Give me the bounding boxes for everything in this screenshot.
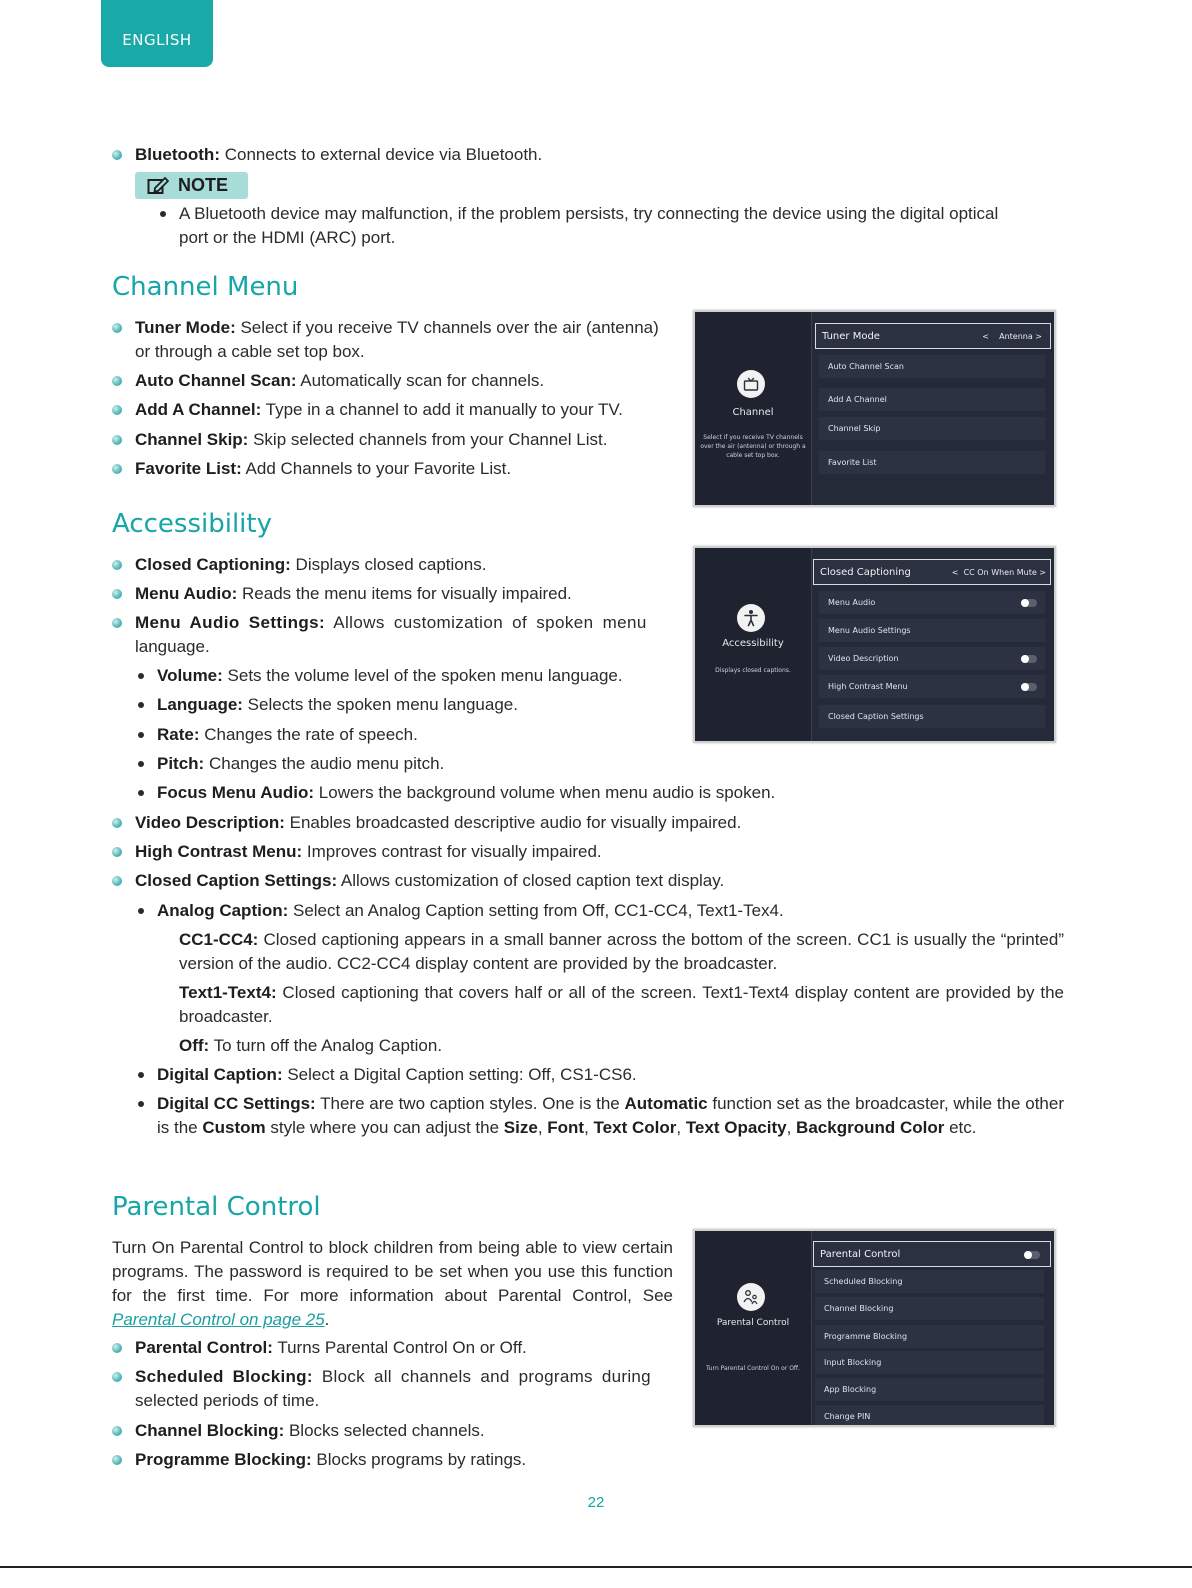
favorite-list-item — [135, 457, 511, 481]
volume-item — [157, 664, 623, 688]
dcc-b6: Text Opacity — [685, 1118, 787, 1137]
tv-icon — [737, 370, 765, 398]
channel-screen-title: Channel — [732, 407, 774, 418]
add-channel-item — [135, 398, 623, 422]
mas-text: Allows customization of spoken menu — [325, 613, 647, 632]
t14-text: Closed captioning that covers half or all of the screen. Text1-Text4 display content are provided by the broadcaster. — [179, 983, 1064, 1026]
video-description-toggle[interactable] — [1021, 655, 1037, 663]
skip-term: Channel Skip: — [135, 430, 249, 449]
channel-screen-desc: Select if you receive TV channels over the air (antenna) or through a cable set top box. — [700, 434, 806, 459]
channel-menu-heading: Channel Menu — [112, 272, 299, 302]
cc14-text: Closed captioning appears in a small banner across the bottom of the screen. CC1 is usually the “printed” version of the audio. CC2-CC4 display content are provided by the broadcaster. — [179, 930, 1064, 973]
cb-text: Blocks selected channels. — [284, 1421, 485, 1440]
parental-screen-sidebar — [695, 1231, 811, 1425]
row-label: Favorite List — [828, 458, 877, 467]
lang-text: Selects the spoken menu language. — [242, 695, 518, 714]
accessibility-screenshot — [693, 546, 1056, 743]
channel-skip-row[interactable] — [819, 417, 1045, 440]
closed-caption-settings-row[interactable] — [819, 705, 1045, 728]
analog-text: Select an Analog Caption setting from Off, CC1-CC4, Text1-Tex4. — [288, 901, 784, 920]
closed-caption-settings-item — [135, 869, 724, 893]
digital-cc-settings-item — [157, 1092, 1064, 1140]
menu-audio-row[interactable] — [819, 591, 1045, 614]
row-label: Change PIN — [824, 1412, 871, 1421]
row-label: High Contrast Menu — [828, 682, 908, 691]
vol-text: Sets the volume level of the spoken menu language. — [222, 666, 623, 685]
add-channel-row[interactable] — [819, 388, 1045, 411]
menu-audio-settings-row[interactable] — [819, 619, 1045, 642]
scan-text: Automatically scan for channels. — [296, 371, 545, 390]
analog-caption-item — [157, 899, 784, 923]
dcc-b3: Size — [503, 1118, 538, 1137]
tuner-mode-value[interactable]: < Antenna > — [982, 331, 1042, 341]
bottom-rule — [0, 1566, 1192, 1568]
ma-term: Menu Audio: — [135, 584, 238, 603]
parental-control-row[interactable] — [813, 1241, 1051, 1267]
cc-text: Displays closed captions. — [290, 555, 487, 574]
channel-menu-screenshot — [693, 310, 1056, 507]
language-tab-label: ENGLISH — [122, 30, 192, 49]
note-text-1: A Bluetooth device may malfunction, if the problem persists, try connecting the device using the digital optical — [179, 204, 999, 223]
bluetooth-term: Bluetooth: — [135, 145, 220, 164]
vd-text: Enables broadcasted descriptive audio for visually impaired. — [284, 813, 742, 832]
menu-audio-item — [135, 582, 572, 606]
tuner-term: Tuner Mode: — [135, 318, 236, 337]
parental-control-heading: Parental Control — [112, 1192, 321, 1222]
high-contrast-toggle[interactable] — [1021, 683, 1037, 691]
parental-control-toggle[interactable] — [1024, 1251, 1040, 1259]
tuner-mode-item — [135, 316, 659, 340]
dcc-b4: Font — [547, 1118, 585, 1137]
cb-term: Channel Blocking: — [135, 1421, 285, 1440]
bullet-dot — [138, 1101, 144, 1107]
change-pin-row[interactable] — [815, 1405, 1044, 1427]
closed-captioning-item — [135, 553, 486, 577]
parental-control-label: Parental Control — [820, 1248, 901, 1260]
ccs-term: Closed Caption Settings: — [135, 871, 338, 890]
dcc-b2: Custom — [202, 1118, 266, 1137]
pc-text: Turns Parental Control On or Off. — [272, 1338, 527, 1357]
note-text-2: port or the HDMI (ARC) port. — [179, 228, 396, 247]
tuner-text: Select if you receive TV channels over the air (antenna) — [235, 318, 659, 337]
parental-control-item — [135, 1336, 527, 1360]
tuner-mode-row[interactable] — [815, 323, 1051, 349]
analog-term: Analog Caption: — [157, 901, 289, 920]
scan-term: Auto Channel Scan: — [135, 371, 297, 390]
tuner-mode-label: Tuner Mode — [822, 330, 880, 342]
page-number: 22 — [587, 1494, 605, 1511]
mas-term: Menu Audio Settings: — [135, 613, 326, 632]
parental-icon — [737, 1283, 765, 1311]
menu-audio-toggle[interactable] — [1021, 599, 1037, 607]
off-term: Off: — [179, 1036, 210, 1055]
lang-term: Language: — [157, 695, 243, 714]
dcc-c4: , — [786, 1118, 797, 1137]
dcc-b1: Automatic — [624, 1094, 708, 1113]
tuner-mode-value-text: Antenna — [999, 331, 1033, 341]
language-tab — [101, 0, 213, 67]
row-label: App Blocking — [824, 1385, 877, 1394]
channel-blocking-item — [135, 1419, 485, 1443]
pc-term: Parental Control: — [135, 1338, 273, 1357]
row-label: Menu Audio — [828, 598, 876, 607]
dcc-c3: , — [676, 1118, 686, 1137]
menu-audio-settings-item — [135, 611, 647, 635]
scheduled-blocking-row[interactable] — [815, 1270, 1044, 1293]
row-label: Auto Channel Scan — [828, 362, 904, 371]
menu-audio-settings-cont: language. — [135, 637, 210, 656]
auto-channel-scan-item — [135, 369, 544, 393]
cc-term: Closed Captioning: — [135, 555, 291, 574]
pb-text: Blocks programs by ratings. — [311, 1450, 527, 1469]
dcc-b5: Text Color — [593, 1118, 677, 1137]
note-edit-icon — [147, 177, 169, 195]
row-label: Programme Blocking — [824, 1332, 908, 1341]
accessibility-icon — [737, 604, 765, 632]
t14-term: Text1-Text4: — [179, 983, 277, 1002]
closed-captioning-row[interactable] — [813, 559, 1051, 585]
hc-term: High Contrast Menu: — [135, 842, 303, 861]
note-line-2 — [179, 226, 395, 250]
video-description-row[interactable] — [819, 647, 1045, 670]
dcc-t3: style where you can adjust the — [265, 1118, 504, 1137]
sb-text: Block all channels and programs during — [312, 1367, 651, 1386]
fav-term: Favorite List: — [135, 459, 242, 478]
pitch-item — [157, 752, 444, 776]
input-blocking-row[interactable] — [815, 1351, 1044, 1374]
dcc-t1: There are two caption styles. One is the — [315, 1094, 625, 1113]
row-label: Menu Audio Settings — [828, 626, 911, 635]
vd-term: Video Description: — [135, 813, 285, 832]
closed-captioning-label: Closed Captioning — [820, 566, 911, 578]
dcc-c1: , — [537, 1118, 548, 1137]
note-label: NOTE — [178, 175, 229, 195]
intro-text: Turn On Parental Control to block children from being able to view certain programs. The password is required to be set when you use this function for the first time. For more information about Parental Control, See — [112, 1238, 673, 1305]
closed-captioning-value-text: CC On When Mute — [963, 567, 1037, 577]
pitch-text: Changes the audio menu pitch. — [204, 754, 445, 773]
add-text: Type in a channel to add it manually to your TV. — [261, 400, 623, 419]
dcc-t2: function set as the broadcaster, while the other is the — [157, 1094, 1064, 1137]
cc14-term: CC1-CC4: — [179, 930, 259, 949]
video-description-item — [135, 811, 741, 835]
dcc-b7: Background Color — [796, 1118, 945, 1137]
language-item — [157, 693, 518, 717]
intro-end: . — [324, 1310, 330, 1329]
channel-blocking-row[interactable] — [815, 1297, 1044, 1320]
channel-skip-item — [135, 428, 607, 452]
parental-control-link[interactable]: Parental Control on page 25 — [112, 1310, 325, 1329]
hc-text: Improves contrast for visually impaired. — [302, 842, 602, 861]
add-term: Add A Channel: — [135, 400, 262, 419]
scheduled-blocking-cont: selected periods of time. — [135, 1391, 320, 1410]
rate-term: Rate: — [157, 725, 200, 744]
dcc-c2: , — [584, 1118, 594, 1137]
note-badge — [135, 172, 248, 199]
app-blocking-row[interactable] — [815, 1378, 1044, 1401]
closed-captioning-value[interactable]: < CC On When Mute > — [951, 567, 1046, 577]
high-contrast-menu-row[interactable] — [819, 675, 1045, 698]
skip-text: Skip selected channels from your Channel List. — [248, 430, 608, 449]
pb-term: Programme Blocking: — [135, 1450, 312, 1469]
row-label: Channel Skip — [828, 424, 881, 433]
vol-term: Volume: — [157, 666, 223, 685]
accessibility-heading: Accessibility — [112, 509, 272, 539]
parental-screen-desc: Turn Parental Control On or Off. — [706, 1365, 800, 1372]
text1-text4-paragraph — [179, 981, 1064, 1029]
auto-channel-scan-row[interactable] — [819, 355, 1045, 378]
fav-text: Add Channels to your Favorite List. — [241, 459, 512, 478]
row-label: Add A Channel — [828, 395, 887, 404]
off-text: To turn off the Analog Caption. — [209, 1036, 443, 1055]
focus-text: Lowers the background volume when menu audio is spoken. — [314, 783, 776, 802]
row-label: Channel Blocking — [824, 1304, 894, 1313]
bluetooth-text: Connects to external device via Bluetooth. — [219, 145, 543, 164]
sb-term: Scheduled Blocking: — [135, 1367, 313, 1386]
row-label: Input Blocking — [824, 1358, 882, 1367]
off-paragraph — [179, 1034, 442, 1058]
rate-text: Changes the rate of speech. — [199, 725, 418, 744]
dcc-term: Digital CC Settings: — [157, 1094, 316, 1113]
focus-menu-audio-item — [157, 781, 775, 805]
row-label: Closed Caption Settings — [828, 712, 924, 721]
parental-control-screenshot — [693, 1229, 1056, 1427]
scheduled-blocking-item — [135, 1365, 651, 1389]
ccs-text: Allows customization of closed caption text display. — [337, 871, 725, 890]
digital-text: Select a Digital Caption setting: Off, CS1-CS6. — [282, 1065, 637, 1084]
ma-text: Reads the menu items for visually impaired. — [237, 584, 572, 603]
accessibility-screen-title: Accessibility — [722, 638, 784, 649]
programme-blocking-row[interactable] — [815, 1325, 1044, 1348]
high-contrast-item — [135, 840, 602, 864]
parental-screen-title: Parental Control — [716, 1318, 790, 1328]
parental-intro — [112, 1236, 673, 1332]
digital-term: Digital Caption: — [157, 1065, 283, 1084]
accessibility-screen-desc: Displays closed captions. — [715, 667, 791, 674]
programme-blocking-item — [135, 1448, 526, 1472]
row-label: Video Description — [828, 654, 899, 663]
bluetooth-item — [135, 143, 542, 167]
dcc-t4: etc. — [944, 1118, 977, 1137]
focus-term: Focus Menu Audio: — [157, 783, 315, 802]
cc1-cc4-paragraph — [179, 928, 1064, 976]
digital-caption-item — [157, 1063, 637, 1087]
pitch-term: Pitch: — [157, 754, 205, 773]
favorite-list-row[interactable] — [819, 451, 1045, 474]
rate-item — [157, 723, 418, 747]
tuner-mode-cont: or through a cable set top box. — [135, 342, 365, 361]
note-line-1 — [179, 202, 998, 226]
row-label: Scheduled Blocking — [824, 1277, 903, 1286]
